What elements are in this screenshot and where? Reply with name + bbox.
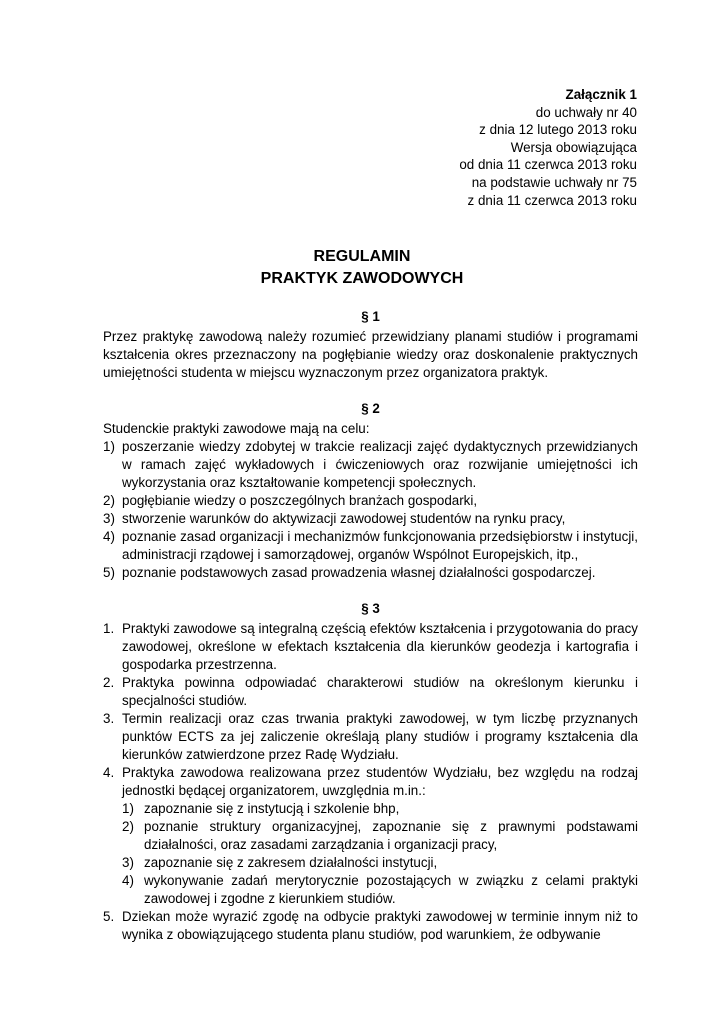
subitem-number: 3) <box>122 855 134 870</box>
sublist-item <box>122 800 638 818</box>
attachment-line: z dnia 11 czerwca 2013 roku <box>467 192 637 208</box>
subitem-number: 2) <box>122 819 134 834</box>
item-number: 3. <box>103 711 115 726</box>
attachment-line: do uchwały nr 40 <box>535 104 637 120</box>
item-text: Praktyki zawodowe są integralną częścią efektów kształcenia i przygotowania do pracy zawodowej, określone w efektach kształcenia dla kierunków geodezja i kartografia i gospodarka przestrzenna. <box>122 621 638 672</box>
item-number: 2) <box>103 493 115 508</box>
list-item <box>103 908 638 944</box>
sublist-item <box>122 854 638 872</box>
document-title <box>0 246 724 290</box>
item-text: stworzenie warunków do aktywizacji zawodowej studentów na rynku pracy, <box>122 511 566 526</box>
subitem-text: zapoznanie się z instytucją i szkolenie bhp, <box>144 801 400 816</box>
item-number: 1) <box>103 439 115 454</box>
list-item <box>103 438 638 492</box>
sublist-item <box>122 818 638 854</box>
subitem-number: 4) <box>122 873 134 888</box>
section-1-text: Przez praktykę zawodową należy rozumieć przewidziany planami studiów i programami kształcenia okres przeznaczony na pogłębianie wiedzy oraz doskonalenie praktycznych umiejętności studenta w miejscu wyznaczonym przez organizatora praktyk. <box>103 329 638 380</box>
subitem-number: 1) <box>122 801 134 816</box>
list-item <box>103 620 638 674</box>
item-text: pogłębianie wiedzy o poszczególnych branżach gospodarki, <box>122 493 478 508</box>
item-number: 4) <box>103 529 115 544</box>
title-line-1: REGULAMIN <box>313 248 411 265</box>
item-text: Praktyka zawodowa realizowana przez studentów Wydziału, bez względu na rodzaj jednostki będącej organizatorem, uwzględnia m.in.: <box>122 765 638 798</box>
section-2-heading: § 2 <box>361 401 380 416</box>
list-item <box>103 710 638 764</box>
item-number: 3) <box>103 511 115 526</box>
item-text: poznanie zasad organizacji i mechanizmów funkcjonowania przedsiębiorstw i instytucji, administracji rządowej i samorządowej, organów Wspólnot Europejskich, itp., <box>122 529 638 562</box>
subitem-text: zapoznanie się z zakresem działalności instytucji, <box>144 855 438 870</box>
section-1-heading: § 1 <box>361 309 380 324</box>
item-text: poszerzanie wiedzy zdobytej w trakcie realizacji zajęć dydaktycznych przewidzianych w ramach zajęć wykładowych i ćwiczeniowych oraz rozwijanie umiejętności ich wykorzystania oraz kształtowanie kompetencji społecznych. <box>122 439 638 490</box>
section-2-intro: Studenckie praktyki zawodowe mają na celu: <box>103 421 370 436</box>
section-3-list <box>103 620 638 944</box>
item-number: 1. <box>103 621 115 636</box>
item-text: Termin realizacji oraz czas trwania praktyki zawodowej, w tym liczbę przyznanych punktów ECTS za jej zaliczenie określają plany studiów i programy kształcenia dla kierunków zatwierdzone przez Radę Wydziału. <box>122 711 638 762</box>
list-item <box>103 510 638 528</box>
attachment-line: Wersja obowiązująca <box>510 139 637 155</box>
item-text: Dziekan może wyrazić zgodę na odbycie praktyki zawodowej w terminie innym niż to wynika z obowiązującego studenta planu studiów, pod warunkiem, że odbywanie <box>122 909 638 942</box>
item-text: poznanie podstawowych zasad prowadzenia własnej działalności gospodarczej. <box>122 565 596 580</box>
list-item <box>103 564 638 582</box>
list-item <box>103 764 638 908</box>
section-3-heading: § 3 <box>361 601 380 616</box>
attachment-title: Załącznik 1 <box>565 87 637 102</box>
attachment-line: od dnia 11 czerwca 2013 roku <box>459 157 637 173</box>
attachment-line: na podstawie uchwały nr 75 <box>471 174 637 190</box>
title-line-2: PRAKTYK ZAWODOWYCH <box>260 270 464 287</box>
subitem-text: poznanie struktury organizacyjnej, zapoznanie się z prawnymi podstawami działalności, oraz zasadami zarządzania i organizacji pracy, <box>144 819 638 852</box>
list-item <box>103 528 638 564</box>
attachment-header <box>459 86 637 209</box>
item-number: 5) <box>103 565 115 580</box>
item-number: 5. <box>103 909 115 924</box>
section-2-list <box>103 438 638 582</box>
list-item <box>103 492 638 510</box>
attachment-line: z dnia 12 lutego 2013 roku <box>479 122 637 138</box>
section-3-sublist <box>122 800 638 908</box>
item-number: 4. <box>103 765 115 780</box>
list-item <box>103 674 638 710</box>
item-text: Praktyka powinna odpowiadać charakterowi studiów na określonym kierunku i specjalności studiów. <box>122 675 638 708</box>
sublist-item <box>122 872 638 908</box>
subitem-text: wykonywanie zadań merytorycznie pozostających w związku z celami praktyki zawodowej i zgodne z kierunkiem studiów. <box>144 873 638 906</box>
document-body <box>103 308 638 944</box>
item-number: 2. <box>103 675 115 690</box>
